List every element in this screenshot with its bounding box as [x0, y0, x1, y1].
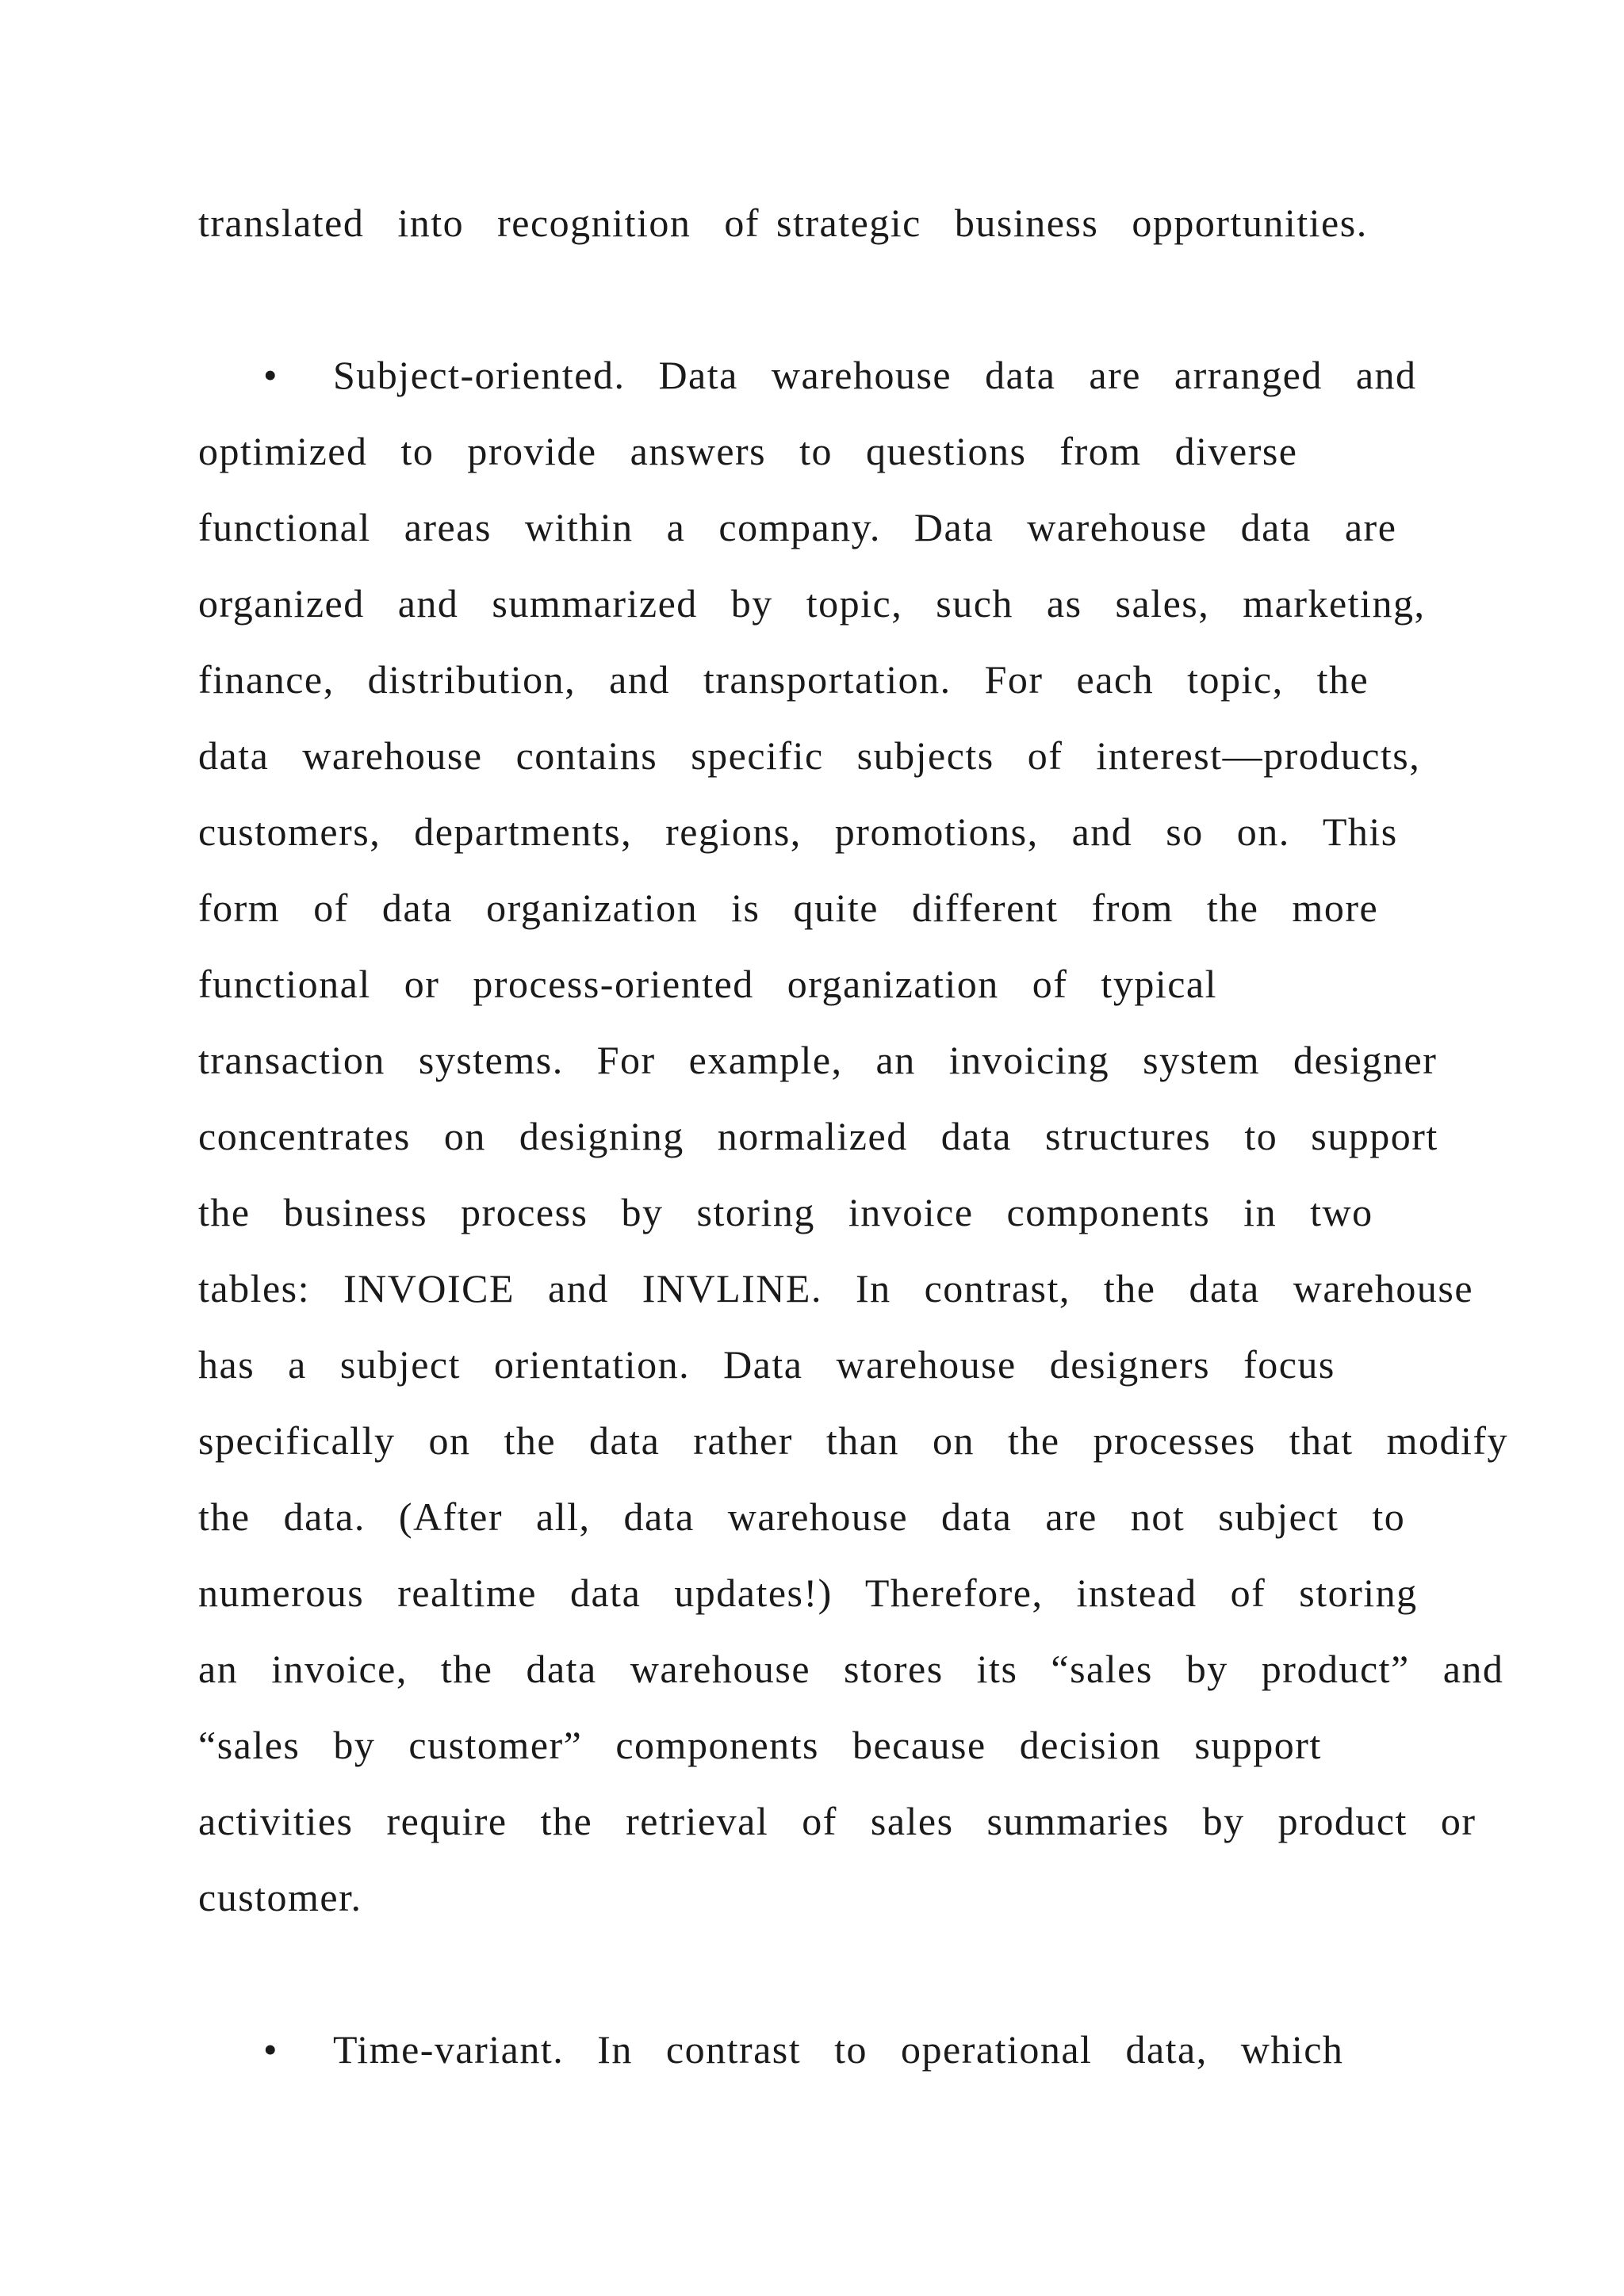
paragraph-line: optimized to provide answers to questions from diverse	[198, 429, 1298, 473]
paragraph-line: finance, distribution, and transportation. For each topic, the	[198, 657, 1369, 702]
paragraph-line: concentrates on designing normalized data structures to support	[198, 1114, 1438, 1158]
paragraph-line: has a subject orientation. Data warehouse designers focus	[198, 1342, 1335, 1387]
paragraph-line: customer.	[198, 1875, 362, 1919]
paragraph-line: “sales by customer” components because decision support	[198, 1723, 1322, 1767]
paragraph-line: activities require the retrieval of sales summaries by product or	[198, 1799, 1477, 1843]
bullet-marker: •	[263, 353, 279, 397]
paragraph-line: Time-variant. In contrast to operational data, which	[333, 2027, 1344, 2072]
paragraph-line: numerous realtime data updates!) Therefore, instead of storing	[198, 1571, 1418, 1615]
paragraph-line: specifically on the data rather than on the processes that modify	[198, 1418, 1509, 1463]
paragraph-line: organized and summarized by topic, such as sales, marketing,	[198, 581, 1426, 626]
paragraph-line: customers, departments, regions, promotions, and so on. This	[198, 809, 1398, 854]
paragraph-line: data warehouse contains specific subjects of interest—products,	[198, 733, 1421, 778]
paragraph-line: the business process by storing invoice components in two	[198, 1190, 1373, 1234]
bullet-marker: •	[263, 2027, 279, 2072]
paragraph-line: the data. (After all, data warehouse data are not subject to	[198, 1494, 1406, 1539]
paragraph-line: an invoice, the data warehouse stores its “sales by product” and	[198, 1647, 1504, 1691]
paragraph-line: Subject-oriented. Data warehouse data are arranged and	[333, 353, 1417, 397]
paragraph-line: form of data organization is quite different from the more	[198, 886, 1379, 930]
intro-line: translated into recognition of strategic business opportunities.	[198, 201, 1368, 245]
paragraph-line: functional areas within a company. Data warehouse data are	[198, 505, 1397, 549]
paragraph-line: tables: INVOICE and INVLINE. In contrast, the data warehouse	[198, 1266, 1474, 1311]
paragraph-line: functional or process-oriented organization of typical	[198, 962, 1217, 1006]
paragraph-line: transaction systems. For example, an invoicing system designer	[198, 1038, 1438, 1082]
